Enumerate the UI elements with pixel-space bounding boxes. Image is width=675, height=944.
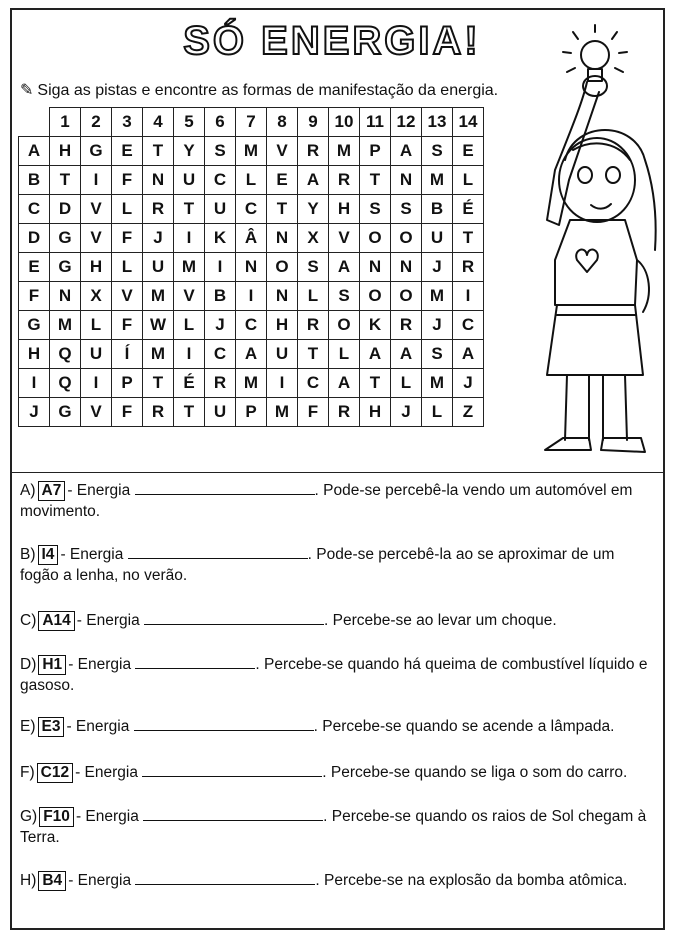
grid-cell[interactable]: M xyxy=(422,369,453,398)
grid-corner xyxy=(19,108,50,137)
column-header: 6 xyxy=(205,108,236,137)
grid-row xyxy=(19,311,484,340)
grid-cell[interactable]: P xyxy=(112,369,143,398)
instruction-text: Siga as pistas e encontre as formas de manifestação da energia. xyxy=(37,82,499,99)
grid-cell[interactable]: G xyxy=(81,137,112,166)
grid-cell[interactable]: U xyxy=(143,253,174,282)
grid-cell[interactable]: M xyxy=(329,137,360,166)
grid-cell[interactable]: M xyxy=(267,398,298,427)
clue-code-box: H1 xyxy=(38,655,66,675)
answer-blank[interactable] xyxy=(128,544,308,559)
grid-cell[interactable]: G xyxy=(50,253,81,282)
grid-cell[interactable]: R xyxy=(298,311,329,340)
grid-cell[interactable]: C xyxy=(205,340,236,369)
row-header: D xyxy=(19,224,50,253)
grid-cell[interactable]: R xyxy=(329,398,360,427)
grid-cell[interactable]: T xyxy=(360,166,391,195)
grid-cell[interactable]: L xyxy=(81,311,112,340)
column-header: 12 xyxy=(391,108,422,137)
grid-row xyxy=(19,224,484,253)
grid-cell[interactable]: J xyxy=(143,224,174,253)
grid-cell[interactable]: A xyxy=(329,369,360,398)
grid-cell[interactable]: O xyxy=(391,282,422,311)
grid-cell[interactable]: N xyxy=(50,282,81,311)
grid-row xyxy=(19,253,484,282)
column-header: 14 xyxy=(453,108,484,137)
grid-cell[interactable]: H xyxy=(81,253,112,282)
clue-prefix: - Energia xyxy=(75,764,143,781)
grid-row xyxy=(19,369,484,398)
grid-cell[interactable]: L xyxy=(329,340,360,369)
grid-cell[interactable]: S xyxy=(391,195,422,224)
grid-cell[interactable]: C xyxy=(298,369,329,398)
grid-cell[interactable]: M xyxy=(236,137,267,166)
clue-prefix: - Energia xyxy=(60,546,128,563)
grid-row xyxy=(19,166,484,195)
clue-prefix: - Energia xyxy=(68,872,136,889)
column-header: 11 xyxy=(360,108,391,137)
grid-row xyxy=(19,340,484,369)
grid-cell[interactable]: R xyxy=(453,253,484,282)
grid-cell[interactable]: A xyxy=(236,340,267,369)
column-header: 13 xyxy=(422,108,453,137)
row-header: E xyxy=(19,253,50,282)
clue-code-box: I4 xyxy=(38,545,59,565)
grid-cell[interactable]: F xyxy=(112,311,143,340)
grid-cell[interactable]: L xyxy=(391,369,422,398)
grid-cell[interactable]: J xyxy=(453,369,484,398)
grid-cell[interactable]: T xyxy=(453,224,484,253)
grid-cell[interactable]: M xyxy=(422,282,453,311)
grid-cell[interactable]: Y xyxy=(174,137,205,166)
grid-cell[interactable]: E xyxy=(267,166,298,195)
grid-cell[interactable]: J xyxy=(391,398,422,427)
row-header: F xyxy=(19,282,50,311)
answer-blank[interactable] xyxy=(143,806,323,821)
grid-cell[interactable]: S xyxy=(329,282,360,311)
grid-cell[interactable]: L xyxy=(112,195,143,224)
lightbulb-icon xyxy=(563,25,627,81)
grid-cell[interactable]: H xyxy=(329,195,360,224)
grid-cell[interactable]: É xyxy=(174,369,205,398)
grid-cell[interactable]: J xyxy=(422,253,453,282)
grid-cell[interactable]: T xyxy=(174,398,205,427)
grid-cell[interactable]: L xyxy=(422,398,453,427)
grid-header-row xyxy=(19,108,484,137)
grid-cell[interactable]: Í xyxy=(112,340,143,369)
clue-letter: C) xyxy=(20,612,37,629)
grid-cell[interactable]: N xyxy=(236,253,267,282)
grid-cell[interactable]: N xyxy=(143,166,174,195)
grid-cell[interactable]: A xyxy=(391,340,422,369)
clue-letter: E) xyxy=(20,718,36,735)
grid-cell[interactable]: T xyxy=(267,195,298,224)
clue-code-box: C12 xyxy=(37,763,73,783)
grid-cell[interactable]: W xyxy=(143,311,174,340)
clue-prefix: - Energia xyxy=(68,656,136,673)
grid-cell[interactable]: I xyxy=(236,282,267,311)
grid-cell[interactable]: S xyxy=(422,137,453,166)
grid-row xyxy=(19,398,484,427)
grid-cell[interactable]: C xyxy=(236,311,267,340)
page-title xyxy=(165,14,500,64)
grid-cell[interactable]: S xyxy=(298,253,329,282)
grid-cell[interactable]: É xyxy=(453,195,484,224)
row-header: G xyxy=(19,311,50,340)
grid-cell[interactable]: T xyxy=(143,137,174,166)
grid-cell[interactable]: I xyxy=(174,340,205,369)
clue-prefix: - Energia xyxy=(75,808,144,825)
grid-cell[interactable]: O xyxy=(360,282,391,311)
grid-cell[interactable]: H xyxy=(50,137,81,166)
column-header: 7 xyxy=(236,108,267,137)
clue-code-box: F10 xyxy=(39,807,74,827)
grid-cell[interactable]: T xyxy=(174,195,205,224)
grid-cell[interactable]: U xyxy=(205,195,236,224)
grid-row xyxy=(19,282,484,311)
row-header: I xyxy=(19,369,50,398)
row-header: A xyxy=(19,137,50,166)
grid-cell[interactable]: T xyxy=(298,340,329,369)
grid-cell[interactable]: R xyxy=(329,166,360,195)
grid-cell[interactable]: O xyxy=(360,224,391,253)
title-graphic xyxy=(165,14,500,64)
grid-cell[interactable]: K xyxy=(360,311,391,340)
grid-cell[interactable]: L xyxy=(298,282,329,311)
grid-cell[interactable]: P xyxy=(360,137,391,166)
clue-prefix: - Energia xyxy=(67,482,135,499)
answer-blank[interactable] xyxy=(142,762,322,777)
clue-code-box: A14 xyxy=(38,611,74,631)
grid-cell[interactable]: N xyxy=(360,253,391,282)
grid-row xyxy=(19,195,484,224)
grid-cell[interactable]: I xyxy=(267,369,298,398)
grid-cell[interactable]: F xyxy=(112,398,143,427)
grid-cell[interactable]: Y xyxy=(298,195,329,224)
clue-letter: B) xyxy=(20,546,36,563)
grid-cell[interactable]: I xyxy=(174,224,205,253)
instruction xyxy=(20,80,498,100)
clue-text: . Pode-se percebê-la ao se aproximar de um fogão a lenha, no verão. xyxy=(20,546,615,584)
grid-cell[interactable]: Â xyxy=(236,224,267,253)
girl-with-lightbulb-illustration xyxy=(515,20,660,470)
grid-cell[interactable]: B xyxy=(422,195,453,224)
grid-cell[interactable]: V xyxy=(267,137,298,166)
grid-cell[interactable]: S xyxy=(360,195,391,224)
clue-item xyxy=(20,806,650,848)
grid-cell[interactable]: I xyxy=(453,282,484,311)
grid-cell[interactable]: S xyxy=(205,137,236,166)
grid-cell[interactable]: C xyxy=(236,195,267,224)
grid-cell[interactable]: U xyxy=(205,398,236,427)
grid-cell[interactable]: L xyxy=(453,166,484,195)
grid-cell[interactable]: U xyxy=(81,340,112,369)
column-header: 2 xyxy=(81,108,112,137)
grid-cell[interactable]: N xyxy=(391,166,422,195)
row-header: H xyxy=(19,340,50,369)
grid-cell[interactable]: V xyxy=(174,282,205,311)
grid-cell[interactable]: X xyxy=(81,282,112,311)
grid-cell[interactable]: U xyxy=(174,166,205,195)
clue-letter: G) xyxy=(20,808,38,825)
grid-cell[interactable]: F xyxy=(112,166,143,195)
answer-blank[interactable] xyxy=(144,610,324,625)
column-header: 4 xyxy=(143,108,174,137)
column-header: 10 xyxy=(329,108,360,137)
grid-cell[interactable]: U xyxy=(267,340,298,369)
clue-item xyxy=(20,480,650,522)
grid-cell[interactable]: I xyxy=(81,369,112,398)
grid-cell[interactable]: Q xyxy=(50,369,81,398)
grid-cell[interactable]: T xyxy=(143,369,174,398)
clue-text: . Percebe-se na explosão da bomba atômica. xyxy=(315,872,628,889)
grid-cell[interactable]: M xyxy=(422,166,453,195)
grid-cell[interactable]: E xyxy=(112,137,143,166)
column-header: 1 xyxy=(50,108,81,137)
grid-cell[interactable]: Q xyxy=(50,340,81,369)
grid-cell[interactable]: S xyxy=(422,340,453,369)
grid-cell[interactable]: U xyxy=(422,224,453,253)
grid-cell[interactable]: T xyxy=(360,369,391,398)
answer-blank[interactable] xyxy=(134,716,314,731)
grid-cell[interactable]: P xyxy=(236,398,267,427)
grid-cell[interactable]: M xyxy=(143,340,174,369)
clue-letter: H) xyxy=(20,872,37,889)
pencil-icon: ✎ xyxy=(20,82,34,99)
grid-cell[interactable]: A xyxy=(360,340,391,369)
row-header: C xyxy=(19,195,50,224)
grid-row xyxy=(19,137,484,166)
grid-cell[interactable]: M xyxy=(236,369,267,398)
grid-cell[interactable]: N xyxy=(267,282,298,311)
grid-cell[interactable]: K xyxy=(205,224,236,253)
grid-cell[interactable]: F xyxy=(112,224,143,253)
clue-item xyxy=(20,716,650,737)
grid-cell[interactable]: N xyxy=(267,224,298,253)
clue-text: . Percebe-se quando se liga o som do carro. xyxy=(322,764,628,781)
answer-blank[interactable] xyxy=(135,480,315,495)
clue-code-box: B4 xyxy=(38,871,66,891)
grid-cell[interactable]: L xyxy=(112,253,143,282)
column-header: 5 xyxy=(174,108,205,137)
grid-cell[interactable]: Z xyxy=(453,398,484,427)
clue-text: . Percebe-se quando se acende a lâmpada. xyxy=(313,718,615,735)
clue-text: . Percebe-se quando os raios de Sol chegam à Terra. xyxy=(20,808,647,846)
clue-item xyxy=(20,762,650,783)
grid-cell[interactable]: H xyxy=(360,398,391,427)
grid-cell[interactable]: V xyxy=(81,398,112,427)
grid-cell[interactable]: E xyxy=(453,137,484,166)
grid-cell[interactable]: O xyxy=(391,224,422,253)
grid-cell[interactable]: C xyxy=(205,166,236,195)
title-text: SÓ ENERGIA! xyxy=(183,19,481,63)
grid-cell[interactable]: B xyxy=(205,282,236,311)
section-divider xyxy=(10,472,665,473)
row-header: B xyxy=(19,166,50,195)
grid-cell[interactable]: R xyxy=(391,311,422,340)
word-search-grid xyxy=(18,107,484,427)
grid-cell[interactable]: T xyxy=(50,166,81,195)
grid-cell[interactable]: O xyxy=(267,253,298,282)
clue-item xyxy=(20,610,650,631)
clue-code-box: A7 xyxy=(38,481,66,501)
grid-cell[interactable]: A xyxy=(453,340,484,369)
grid-cell[interactable]: J xyxy=(205,311,236,340)
grid-cell[interactable]: G xyxy=(50,224,81,253)
grid-cell[interactable]: A xyxy=(329,253,360,282)
grid-cell[interactable]: F xyxy=(298,398,329,427)
grid-cell[interactable]: I xyxy=(205,253,236,282)
row-header: J xyxy=(19,398,50,427)
grid-cell[interactable]: J xyxy=(422,311,453,340)
clue-prefix: - Energia xyxy=(76,612,144,629)
grid-cell[interactable]: A xyxy=(391,137,422,166)
grid-cell[interactable]: R xyxy=(143,195,174,224)
clue-letter: D) xyxy=(20,656,37,673)
grid-cell[interactable]: V xyxy=(329,224,360,253)
clue-item xyxy=(20,544,650,586)
grid-cell[interactable]: G xyxy=(50,398,81,427)
grid-cell[interactable]: A xyxy=(298,166,329,195)
grid-cell[interactable]: R xyxy=(205,369,236,398)
grid-cell[interactable]: C xyxy=(453,311,484,340)
clue-letter: F) xyxy=(20,764,35,781)
grid-cell[interactable]: I xyxy=(81,166,112,195)
clue-prefix: - Energia xyxy=(66,718,134,735)
column-header: 8 xyxy=(267,108,298,137)
grid-cell[interactable]: L xyxy=(174,311,205,340)
grid-cell[interactable]: V xyxy=(81,195,112,224)
column-header: 9 xyxy=(298,108,329,137)
clue-text: . Pode-se percebê-la vendo um automóvel em movimento. xyxy=(20,482,633,520)
grid-cell[interactable]: V xyxy=(112,282,143,311)
grid-cell[interactable]: R xyxy=(298,137,329,166)
answer-blank[interactable] xyxy=(135,870,315,885)
clue-item xyxy=(20,870,650,891)
grid-cell[interactable]: M xyxy=(143,282,174,311)
grid-cell[interactable]: M xyxy=(174,253,205,282)
answer-blank[interactable] xyxy=(135,654,255,669)
grid-cell[interactable]: R xyxy=(143,398,174,427)
grid-cell[interactable]: M xyxy=(50,311,81,340)
grid-cell[interactable]: X xyxy=(298,224,329,253)
column-header: 3 xyxy=(112,108,143,137)
clue-text: . Percebe-se ao levar um choque. xyxy=(324,612,557,629)
clue-letter: A) xyxy=(20,482,36,499)
clue-code-box: E3 xyxy=(38,717,65,737)
grid-cell[interactable]: V xyxy=(81,224,112,253)
clue-item xyxy=(20,654,650,696)
grid-cell[interactable]: O xyxy=(329,311,360,340)
grid-cell[interactable]: H xyxy=(267,311,298,340)
grid-cell[interactable]: N xyxy=(391,253,422,282)
grid-cell[interactable]: D xyxy=(50,195,81,224)
grid-cell[interactable]: L xyxy=(236,166,267,195)
clue-text: . Percebe-se quando há queima de combustível líquido e gasoso. xyxy=(20,656,648,694)
